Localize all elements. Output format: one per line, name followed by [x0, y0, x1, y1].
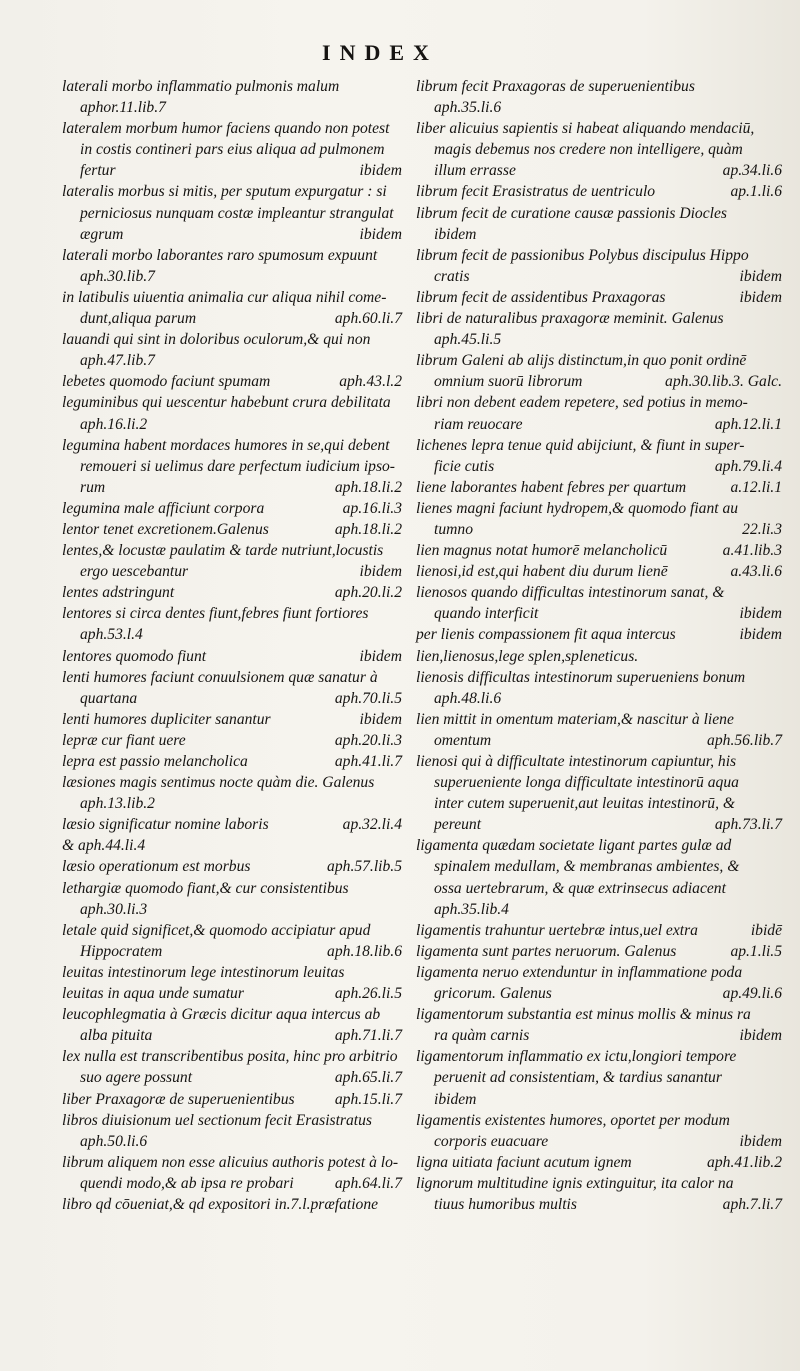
index-entry-line: quendi modo,& ab ipsa re probari aph.64.li.7 [62, 1173, 402, 1194]
index-entry [416, 920, 796, 941]
index-entry-reference: aph.7.li.7 [722, 1195, 782, 1213]
index-entry-reference: aph.65.li.7 [334, 1069, 402, 1087]
index-entry-reference: a.41.lib.3 [722, 542, 782, 560]
index-entry-line: riam reuocare aph.12.li.1 [416, 414, 796, 435]
index-entry-reference: ibidem [739, 626, 782, 644]
index-entry [416, 667, 796, 709]
index-entry-line: tumno 22.li.3 [416, 519, 796, 540]
index-entry-line: peruenit ad consistentiam, & tardius sanantur [434, 1069, 722, 1087]
index-entry-line: ibidem [434, 1090, 477, 1108]
index-entry-line: gricorum. Galenus ap.49.li.6 [416, 983, 796, 1004]
index-entry-line: rum aph.18.li.2 [62, 477, 402, 498]
index-entry [62, 835, 402, 856]
index-entry-line: aph.47.lib.7 [80, 352, 155, 370]
index-entry-line: inter cutem superuenit,aut leuitas intestinorū, & [434, 795, 736, 813]
index-entry-line: aph.16.li.2 [80, 415, 148, 433]
index-entry-reference: a.12.li.1 [730, 478, 782, 496]
index-entry-reference: ap.1.li.5 [730, 942, 782, 960]
index-entry-reference: ap.34.li.6 [722, 162, 782, 180]
index-entry [62, 118, 402, 181]
index-entry [416, 561, 796, 582]
index-entry [62, 245, 402, 287]
index-entry-line: lepra est passio melancholica aph.41.li.7 [62, 751, 402, 772]
index-entry-line: lienes magni faciunt hydropem,& quomodo fiant au [416, 499, 739, 517]
index-entry-line: liber Praxagoræ de superuenientibus aph.15.li.7 [62, 1089, 402, 1110]
index-entry-reference: ibidem [359, 710, 402, 728]
index-entry [416, 1046, 796, 1109]
index-entry-line: suo agere possunt aph.65.li.7 [62, 1067, 402, 1088]
index-entry-reference: ibidem [739, 605, 782, 623]
index-entry-reference: aph.41.li.7 [334, 753, 402, 770]
index-entry [62, 962, 402, 983]
index-entry-line: libro qd cōueniat,& qd expositori in.7.l.præfatione [62, 1195, 379, 1213]
index-entry [416, 203, 796, 245]
index-entry-line: corporis euacuare ibidem [416, 1131, 796, 1152]
index-entry-reference: ibidem [359, 225, 402, 243]
index-entry [62, 371, 402, 392]
index-entry-line: superueniente longa difficultate intestinorū aqua [434, 774, 739, 792]
index-entry-line: laterali morbo laborantes raro spumosum expuunt [62, 246, 378, 264]
index-entry-reference: ibidem [739, 1132, 782, 1150]
index-entry [62, 181, 402, 244]
index-entry [416, 435, 796, 477]
index-entry [416, 1173, 796, 1215]
index-entry-line: perniciosus nunquam costæ impleantur strangulat [80, 204, 394, 222]
index-entry-reference: ibidem [739, 288, 782, 306]
index-entry-reference: aph.60.li.7 [334, 310, 402, 328]
index-entry [62, 498, 402, 519]
index-entry [62, 582, 402, 603]
index-entry-line: lienosis difficultas intestinorum superueniens bonum [416, 668, 746, 686]
index-entry-reference: ibidem [359, 563, 402, 581]
index-entry [416, 1004, 796, 1046]
index-entry-line: librum fecit de curatione causæ passionis Diocles [416, 204, 727, 222]
index-entry-line: lichenes lepra tenue quid abijciunt, & fiunt in super- [416, 436, 745, 454]
index-entry [416, 181, 796, 202]
index-entry [62, 878, 402, 920]
index-entry-line: libros diuisionum uel sectionum fecit Erasistratus [62, 1111, 372, 1129]
index-entry-reference: aph.56.lib.7 [707, 731, 782, 749]
index-entry-reference: ap.49.li.6 [722, 985, 782, 1003]
index-entry [416, 1110, 796, 1152]
index-entry-line: leuitas intestinorum lege intestinorum leuitas [62, 963, 345, 981]
index-entry-line: in costis contineri pars eius aliqua ad pulmonem [80, 141, 385, 159]
index-entry-line: lien magnus notat humorē melancholicū a.41.lib.3 [416, 540, 796, 561]
index-entry-line: librum Galeni ab alijs distinctum,in quo ponit ordinē [416, 352, 747, 370]
index-entry [62, 751, 402, 772]
page-header: INDEX [322, 40, 438, 65]
index-entry-line: libri non debent eadem repetere, sed potius in memo- [416, 394, 748, 412]
index-entry-line: aph.53.l.4 [80, 626, 143, 644]
index-entry-reference: aph.15.li.7 [334, 1090, 402, 1108]
index-entry-reference: aph.57.lib.5 [327, 858, 402, 876]
index-entry-line: aph.35.li.6 [434, 99, 502, 117]
index-entry-line: aphor.11.lib.7 [80, 99, 166, 117]
index-entry-line: ægrum ibidem [62, 224, 402, 245]
index-entry-line: laterali morbo inflammatio pulmonis malum [62, 78, 340, 95]
index-entry [62, 287, 402, 329]
index-entry-line: lien mittit in omentum materiam,& nascitur à liene [416, 710, 734, 728]
index-entry [62, 1152, 402, 1194]
index-entry [62, 76, 402, 118]
index-entry [62, 709, 402, 730]
index-entry [62, 1004, 402, 1046]
index-column-right [416, 76, 796, 1215]
index-entry-reference: aph.73.li.7 [714, 816, 782, 834]
index-entry-line: magis debemus nos credere non intelligere, quàm [434, 141, 743, 159]
index-entry-line: quartana aph.70.li.5 [62, 688, 402, 709]
index-entry [62, 667, 402, 709]
index-entry-line: lienosi qui à difficultate intestinorum capiuntur, his [416, 753, 737, 770]
index-entry-reference: ibidem [359, 647, 402, 665]
index-entry-line: lauandi qui sint in doloribus oculorum,& qui non [62, 331, 371, 349]
index-entry-reference: ibidē [750, 921, 782, 939]
index-entry-reference: aph.70.li.5 [334, 689, 402, 707]
index-entry-line: læsiones magis sentimus nocte quàm die. Galenus [62, 774, 375, 792]
index-entry-line: leuitas in aqua unde sumatur aph.26.li.5 [62, 983, 402, 1004]
index-entry-line: letale quid significet,& quomodo accipiatur apud [62, 921, 371, 939]
index-entry [416, 498, 796, 540]
index-entry-line: ligamenta neruo extenduntur in inflammatione poda [416, 963, 743, 981]
index-entry [416, 76, 796, 118]
index-entry-line: aph.30.li.3 [80, 900, 148, 918]
index-entry-line: lenti humores dupliciter sanantur ibidem [62, 709, 402, 730]
index-entry-reference: aph.20.li.2 [334, 584, 402, 602]
index-entry-line: læsio significatur nomine laboris ap.32.li.4 [62, 814, 402, 835]
index-entry [62, 772, 402, 814]
index-entry-line: legumina habent mordaces humores in se,qui debent [62, 436, 390, 454]
index-entry-line: ligamentis existentes humores, oportet per modum [416, 1111, 730, 1129]
index-entry-line: aph.50.li.6 [80, 1132, 148, 1150]
index-entry-reference: 22.li.3 [742, 520, 782, 538]
index-entry-line: fertur ibidem [62, 160, 402, 181]
index-entry-reference: ibidem [739, 1027, 782, 1045]
index-entry-reference: ap.16.li.3 [342, 499, 402, 517]
index-entry-line: ligamentorum substantia est minus mollis & minus ra [416, 1006, 751, 1024]
index-entry-reference: aph.18.lib.6 [327, 942, 402, 960]
index-entry [62, 646, 402, 667]
index-entry-line: & aph.44.li.4 [62, 837, 146, 855]
index-entry-line: ergo uescebantur ibidem [62, 561, 402, 582]
index-entry [62, 856, 402, 877]
index-entry [62, 392, 402, 434]
index-entry-line: per lienis compassionem fit aqua intercus ibidem [416, 624, 796, 645]
index-entry-line: in latibulis uiuentia animalia cur aliqua nihil come- [62, 288, 387, 306]
index-entry-line: librum fecit Erasistratus de uentriculo ap.1.li.6 [416, 181, 796, 202]
index-entry-line: leguminibus qui uescentur habebunt crura debilitata [62, 394, 391, 412]
index-entry-reference: ibidem [359, 162, 402, 180]
index-entry-line: libri de naturalibus praxagoræ meminit. Galenus [416, 310, 724, 328]
index-entry-line: lethargiæ quomodo fiant,& cur consistentibus [62, 879, 349, 897]
index-entry-line: ibidem [434, 225, 477, 243]
index-entry-line: librum aliquem non esse alicuius authoris potest à lo- [62, 1153, 399, 1171]
index-entry-line: librum fecit Praxagoras de superuenientibus [416, 78, 695, 95]
index-entry [62, 519, 402, 540]
index-entry-line: ossa uertebrarum, & quæ extrinsecus adiacent [434, 879, 726, 897]
index-entry [62, 603, 402, 645]
index-entry-line: spinalem medullam, & membranas ambientes, & [434, 858, 740, 876]
index-entry [62, 540, 402, 582]
index-entry-line: lenti humores faciunt conuulsionem quæ sanatur à [62, 668, 378, 686]
index-entry-line: lien,lienosus,lege splen,spleneticus. [416, 647, 639, 665]
index-entry-line: ligna uitiata faciunt acutum ignem aph.41.lib.2 [416, 1152, 796, 1173]
index-entry-line: leucophlegmatia à Græcis dicitur aqua intercus ab [62, 1006, 381, 1024]
index-entry-reference: aph.12.li.1 [714, 415, 782, 433]
index-entry [416, 1152, 796, 1173]
index-entry [416, 835, 796, 919]
index-entry-line: liber alicuius sapientis si habeat aliquando mendaciū, [416, 120, 755, 138]
index-entry [416, 540, 796, 561]
index-entry-line: lebetes quomodo faciunt spumam aph.43.l.2 [62, 371, 402, 392]
index-column-left [62, 76, 402, 1215]
index-entry-reference: aph.41.lib.2 [707, 1153, 782, 1171]
index-entry [62, 435, 402, 498]
index-entry-line: illum errasse ap.34.li.6 [416, 160, 796, 181]
index-entry-reference: aph.18.li.2 [334, 478, 402, 496]
index-entry-line: ficie cutis aph.79.li.4 [416, 456, 796, 477]
index-entry [416, 751, 796, 835]
index-entry-line: legumina male afficiunt corpora ap.16.li.3 [62, 498, 402, 519]
index-entry [62, 1089, 402, 1110]
index-entry [62, 1194, 402, 1215]
index-entry-reference: aph.79.li.4 [714, 457, 782, 475]
index-entry-line: aph.13.lib.2 [80, 795, 155, 813]
index-entry [416, 118, 796, 181]
index-entry [62, 920, 402, 962]
index-entry-reference: aph.18.li.2 [334, 520, 402, 538]
index-entry [62, 814, 402, 835]
index-entry-line: remoueri si uelimus dare perfectum iudicium ipso- [80, 457, 396, 475]
index-entry-reference: aph.64.li.7 [334, 1174, 402, 1192]
index-entry-reference: aph.26.li.5 [334, 985, 402, 1003]
index-entry [416, 962, 796, 1004]
index-entry-reference: aph.43.l.2 [339, 373, 402, 391]
index-entry [416, 709, 796, 751]
index-entry-line: lentes,& locustæ paulatim & tarde nutriunt,locustis [62, 542, 384, 560]
index-entry-line: ra quàm carnis ibidem [416, 1025, 796, 1046]
index-entry-line: lignorum multitudine ignis extinguitur, ita calor na [416, 1174, 734, 1192]
index-entry-line: quando interficit ibidem [416, 603, 796, 624]
index-entry-reference: ap.32.li.4 [342, 816, 402, 834]
index-entry [416, 582, 796, 624]
index-entry-line: læsio operationum est morbus aph.57.lib.5 [62, 856, 402, 877]
index-entry [416, 941, 796, 962]
index-entry-line: lentores quomodo fiunt ibidem [62, 646, 402, 667]
index-entry-line: pereunt aph.73.li.7 [416, 814, 796, 835]
index-entry-line: lentes adstringunt aph.20.li.2 [62, 582, 402, 603]
index-entry [62, 329, 402, 371]
index-entry-reference: aph.71.li.7 [334, 1027, 402, 1045]
index-entry-line: dunt,aliqua parum aph.60.li.7 [62, 308, 402, 329]
index-entry-line: lienosi,id est,qui habent diu durum lienē a.43.li.6 [416, 561, 796, 582]
index-entry [62, 1110, 402, 1152]
index-entry-line: aph.45.li.5 [434, 331, 502, 349]
index-entry-line: lepræ cur fiant uere aph.20.li.3 [62, 730, 402, 751]
index-entry-reference: aph.20.li.3 [334, 731, 402, 749]
index-entry-line: lentor tenet excretionem.Galenus aph.18.li.2 [62, 519, 402, 540]
index-entry-line: aph.30.lib.7 [80, 267, 155, 285]
index-entry [416, 624, 796, 645]
index-entry-line: aph.48.li.6 [434, 689, 502, 707]
index-entry-line: Hippocratem aph.18.lib.6 [62, 941, 402, 962]
index-entry-line: cratis ibidem [416, 266, 796, 287]
index-entry-reference: ibidem [739, 267, 782, 285]
index-entry-reference: aph.30.lib.3. Galc. [665, 373, 782, 391]
index-entry-line: aph.35.lib.4 [434, 900, 509, 918]
index-entry-line: tiuus humoribus multis aph.7.li.7 [416, 1194, 796, 1215]
index-entry-line: alba pituita aph.71.li.7 [62, 1025, 402, 1046]
index-entry [62, 1046, 402, 1088]
index-entry-line: lateralem morbum humor faciens quando non potest [62, 120, 390, 138]
index-entry-line: lienosos quando difficultas intestinorum sanat, & [416, 584, 725, 602]
index-entry-line: ligamentorum inflammatio ex ictu,longiori tempore [416, 1048, 737, 1066]
index-entry-line: omnium suorū librorum aph.30.lib.3. Galc. [416, 371, 796, 392]
index-entry-line: liene laborantes habent febres per quartum a.12.li.1 [416, 477, 796, 498]
index-entry [416, 392, 796, 434]
index-entry [416, 477, 796, 498]
index-entry-reference: ap.1.li.6 [730, 183, 782, 201]
index-entry [416, 287, 796, 308]
index-entry-line: librum fecit de passionibus Polybus discipulus Hippo [416, 246, 749, 264]
index-entry-line: librum fecit de assidentibus Praxagoras ibidem [416, 287, 796, 308]
index-entry [62, 730, 402, 751]
index-entry [62, 983, 402, 1004]
index-entry-line: lentores si circa dentes fiunt,febres fiunt fortiores [62, 605, 369, 623]
index-entry [416, 646, 796, 667]
index-entry [416, 350, 796, 392]
index-entry [416, 308, 796, 350]
index-entry [416, 245, 796, 287]
index-entry-line: ligamentis trahuntur uertebræ intus,uel extra ibidē [416, 920, 796, 941]
index-entry-line: lateralis morbus si mitis, per sputum expurgatur : si [62, 183, 387, 201]
index-entry-line: ligamenta quædam societate ligant partes gulæ ad [416, 837, 732, 855]
index-entry-line: ligamenta sunt partes neruorum. Galenus ap.1.li.5 [416, 941, 796, 962]
index-entry-reference: a.43.li.6 [730, 563, 782, 581]
index-entry-line: lex nulla est transcribentibus posita, hinc pro arbitrio [62, 1048, 398, 1066]
index-entry-line: omentum aph.56.lib.7 [416, 730, 796, 751]
